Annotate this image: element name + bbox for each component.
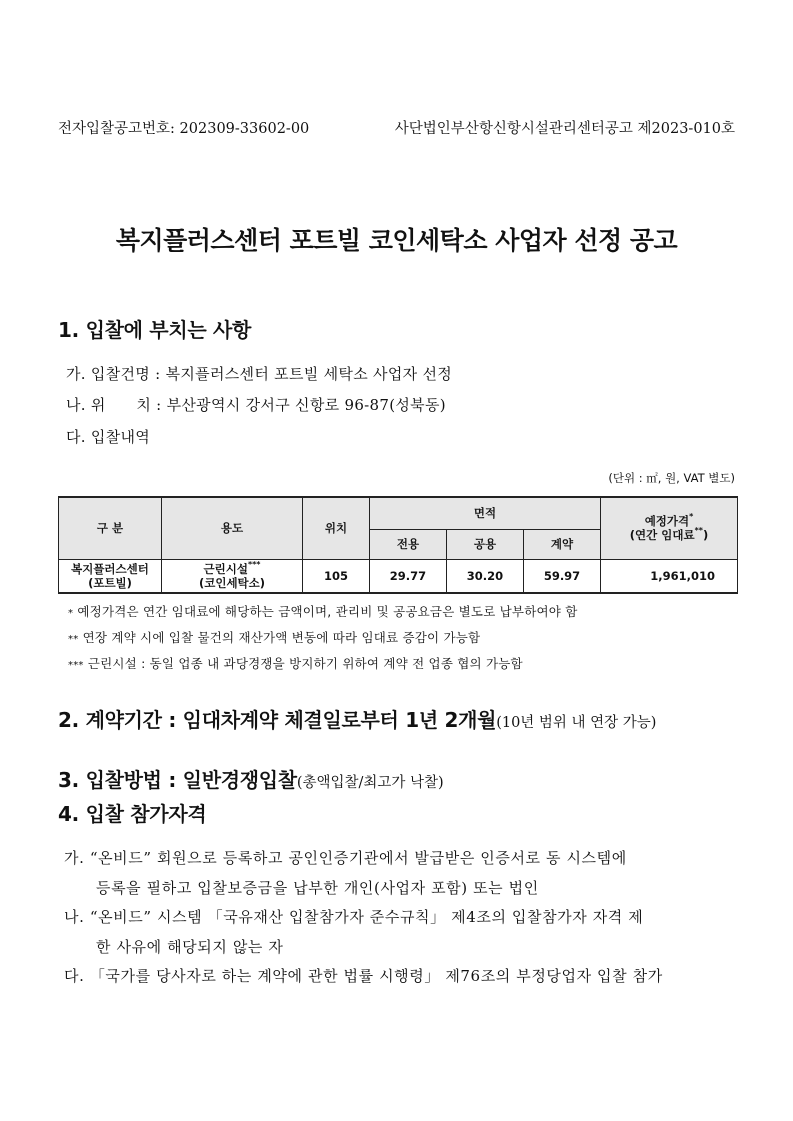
unit-note: (단위 : ㎡, 원, VAT 별도) <box>608 471 735 485</box>
section-4-item-a-line2: 등록을 필하고 입찰보증금을 납부한 개인(사업자 포함) 또는 법인 <box>96 879 539 897</box>
section-1-item-a: 가. 입찰건명 : 복지플러스센터 포트빌 세탁소 사업자 선정 <box>66 365 453 383</box>
footnote-3-text: 근린시설 : 동일 업종 내 과당경쟁을 방지하기 위하여 계약 전 업종 협의 가능함 <box>87 656 523 671</box>
section-3-heading <box>58 764 444 793</box>
bid-table <box>58 496 738 594</box>
col-header-common: 공용 <box>447 529 524 559</box>
notice-number: 전자입찰공고번호: 202309-33602-00 <box>58 121 310 137</box>
section-2-note: (10년 범위 내 연장 가능) <box>496 715 657 731</box>
footnote-1-mark: * <box>68 608 74 619</box>
section-4-item-a-line1: 가. “온비드” 회원으로 등록하고 공인인증기관에서 발급받은 인증서로 동 시스템에 <box>64 849 627 867</box>
cell-usage-line1: 근린시설 <box>203 561 248 576</box>
cell-price: 1,961,010 <box>601 559 738 593</box>
section-1-item-c: 다. 입찰내역 <box>66 428 151 446</box>
footnote-2 <box>68 628 480 646</box>
col-header-contract: 계약 <box>524 529 601 559</box>
cell-usage-line2: (코인세탁소) <box>198 575 266 590</box>
document-title: 복지플러스센터 포트빌 코인세탁소 사업자 선정 공고 <box>115 226 678 255</box>
cell-name-line2: (포트빌) <box>88 575 132 590</box>
price-footnote-mark: * <box>689 512 694 522</box>
section-4-item-b-line1: 나. “온비드” 시스템 「국유재산 입찰참가자 준수규칙」 제4조의 입찰참가자 자격 제 <box>64 908 644 926</box>
price-sublabel-close: ) <box>702 528 709 543</box>
col-header-area: 면적 <box>370 497 601 529</box>
footnote-1 <box>68 602 577 620</box>
section-4-heading: 4. 입찰 참가자격 <box>58 802 207 826</box>
table-row <box>59 559 738 593</box>
footnote-3 <box>68 654 523 672</box>
cell-exclusive: 29.77 <box>370 559 447 593</box>
price-sublabel-mark: ** <box>694 526 703 536</box>
footnote-3-mark: *** <box>68 660 84 671</box>
section-2-heading <box>58 704 656 733</box>
col-header-location: 위치 <box>303 497 370 559</box>
section-3-note: (총액입찰/최고가 낙찰) <box>296 775 444 791</box>
cell-name <box>59 559 162 593</box>
price-sublabel: (연간 임대료 <box>629 528 695 543</box>
price-label: 예정가격 <box>644 514 690 529</box>
org-notice-number: 사단법인부산항신항시설관리센터공고 제2023-010호 <box>394 121 735 137</box>
section-4-item-b-line2: 한 사유에 해당되지 않는 자 <box>96 938 284 956</box>
section-2-title: 2. 계약기간 : 임대차계약 체결일로부터 1년 2개월 <box>58 708 497 732</box>
col-header-usage: 용도 <box>162 497 303 559</box>
footnote-1-text: 예정가격은 연간 임대료에 해당하는 금액이며, 관리비 및 공공요금은 별도로 납부하여야 함 <box>77 604 578 619</box>
footnote-2-text: 연장 계약 시에 입찰 물건의 재산가액 변동에 따라 임대료 증감이 가능함 <box>82 630 481 645</box>
col-header-gubun: 구 분 <box>59 497 162 559</box>
col-header-exclusive: 전용 <box>370 529 447 559</box>
cell-usage <box>162 559 303 593</box>
section-1-heading: 1. 입찰에 부치는 사항 <box>58 318 252 342</box>
cell-common: 30.20 <box>447 559 524 593</box>
col-header-price <box>601 497 738 559</box>
cell-name-line1: 복지플러스센터 <box>71 561 149 576</box>
cell-contract: 59.97 <box>524 559 601 593</box>
section-4-item-c-line1: 다. 「국가를 당사자로 하는 계약에 관한 법률 시행령」 제76조의 부정당업자 입찰 참가 <box>64 967 663 985</box>
footnote-2-mark: ** <box>68 634 79 645</box>
section-3-title: 3. 입찰방법 : 일반경쟁입찰 <box>58 768 297 792</box>
usage-footnote-mark: *** <box>247 559 261 569</box>
section-1-item-b: 나. 위 치 : 부산광역시 강서구 신항로 96-87(성북동) <box>66 396 446 414</box>
cell-location: 105 <box>303 559 370 593</box>
